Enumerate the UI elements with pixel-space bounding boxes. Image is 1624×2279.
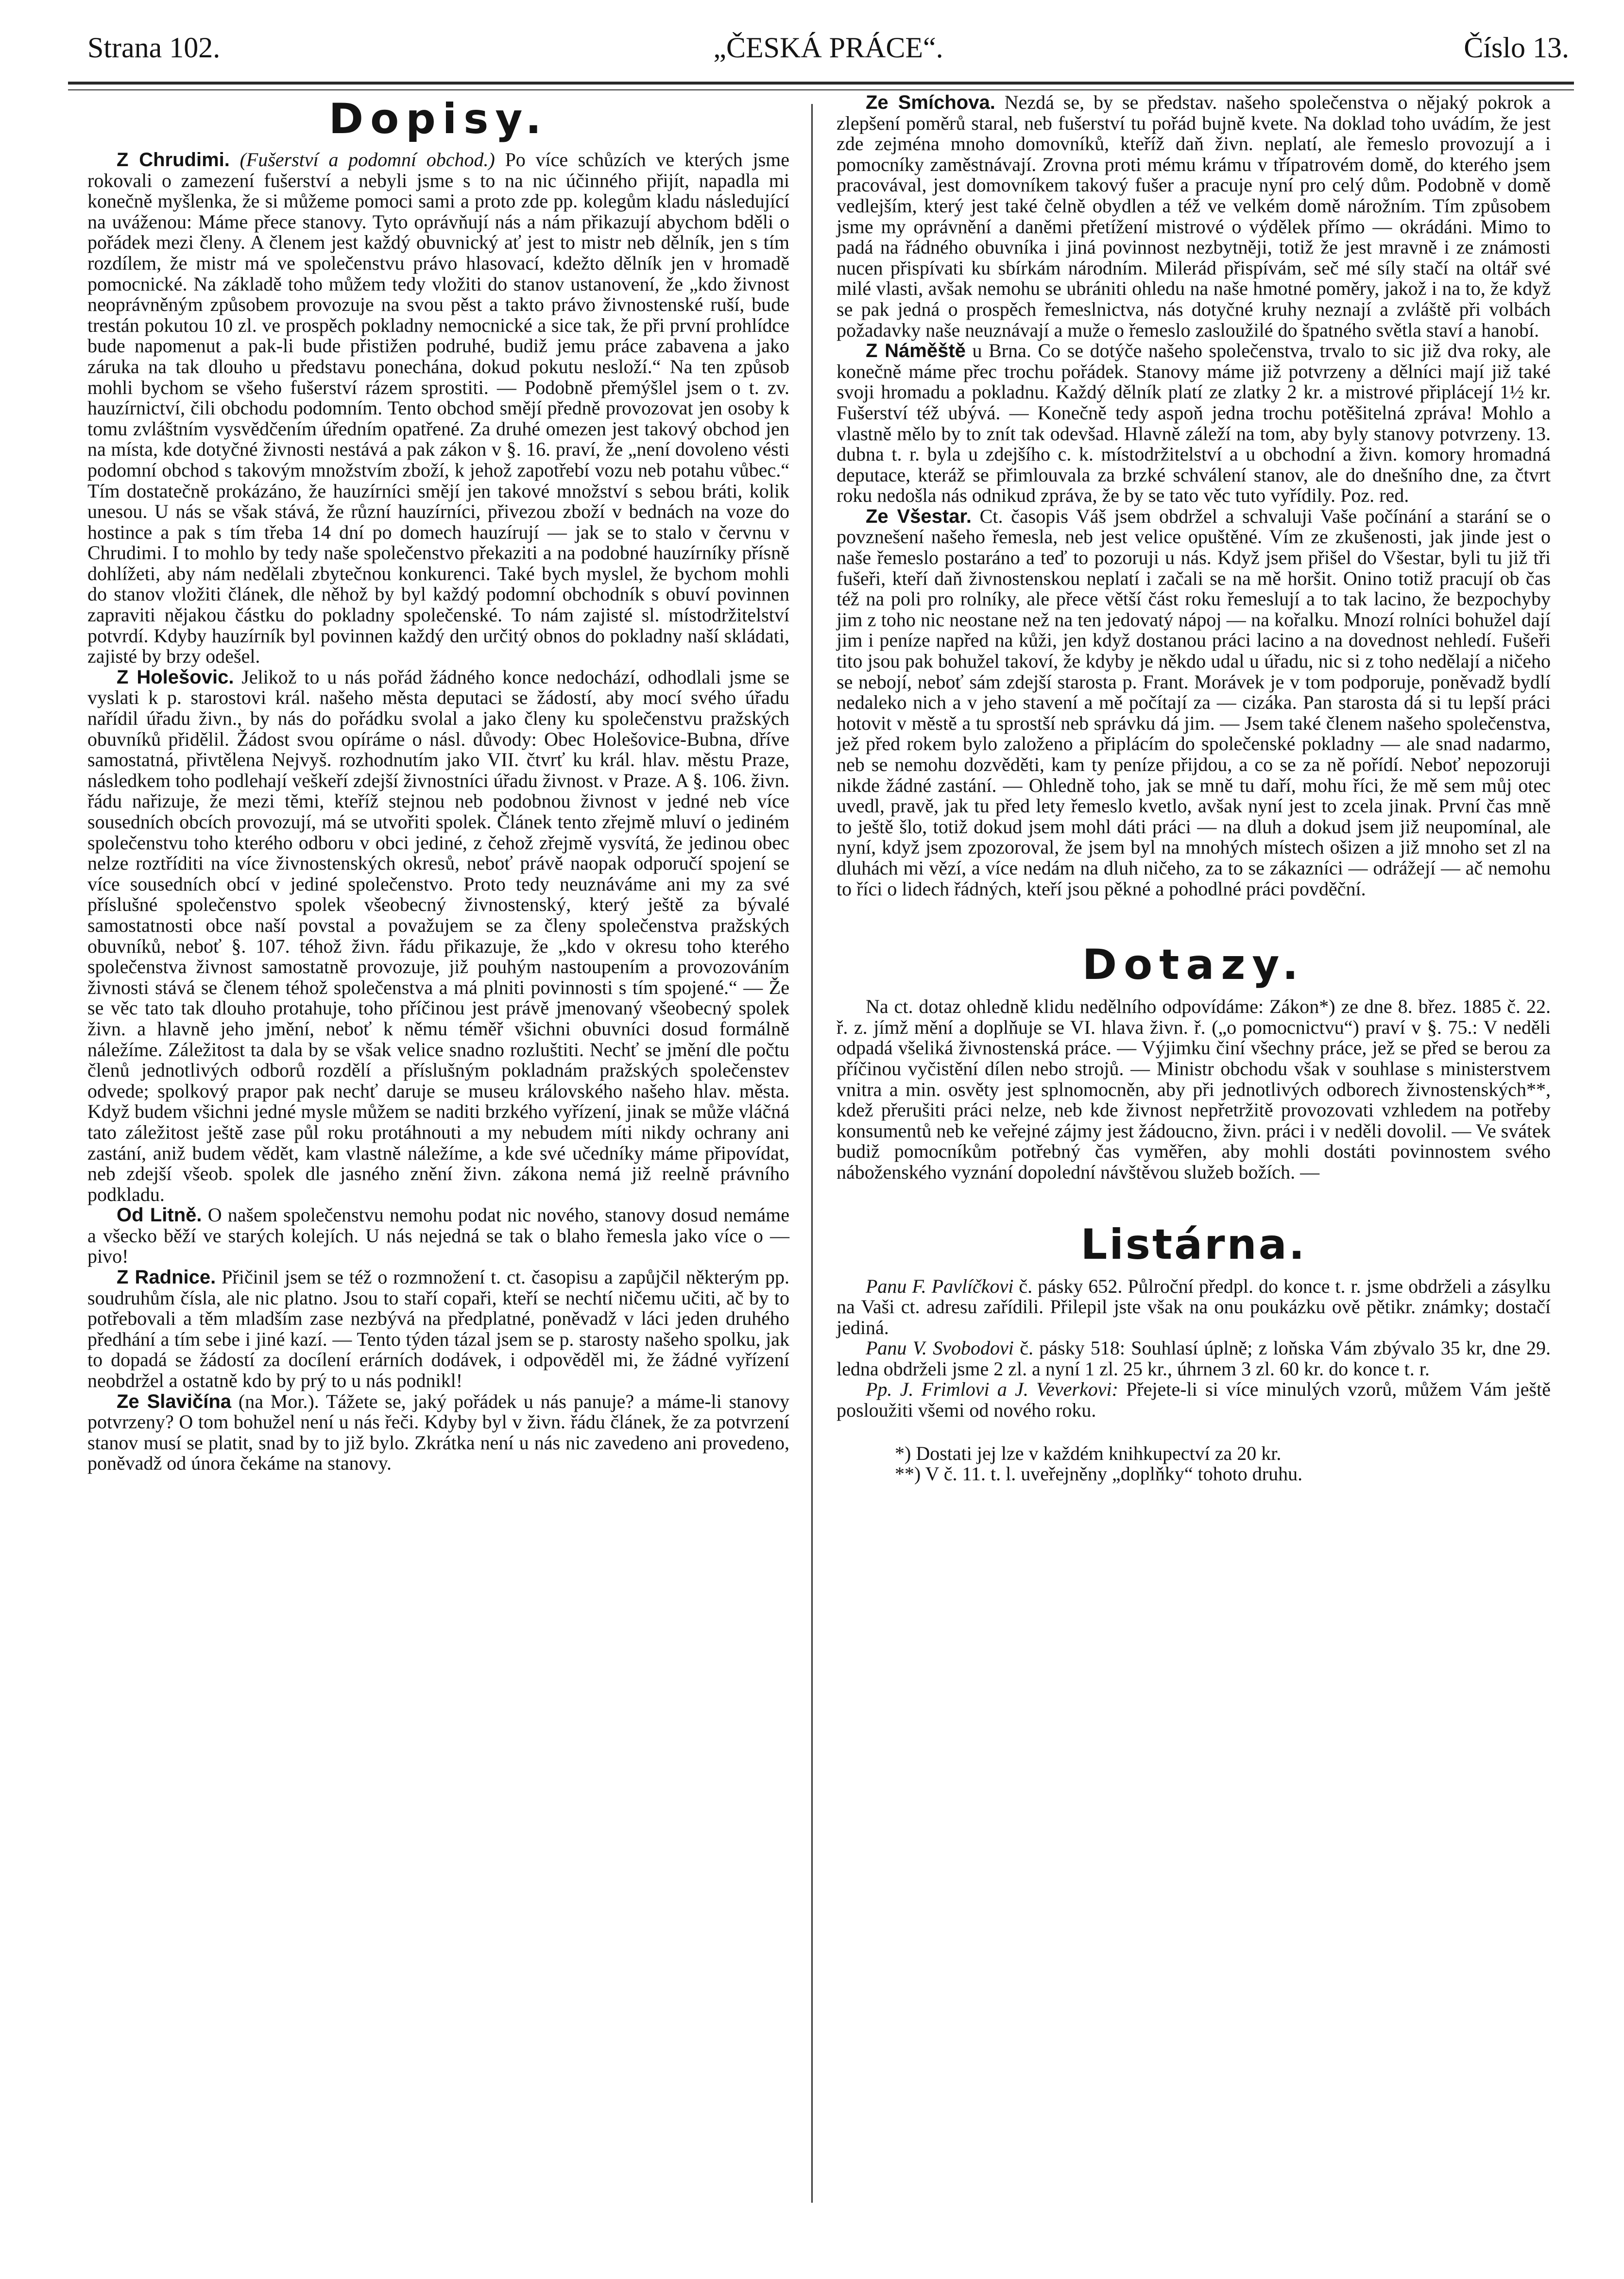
letter-place: Z Náměště — [866, 340, 966, 362]
header-rule — [68, 82, 1574, 85]
letter-place: Ze Smíchova. — [866, 92, 995, 113]
journal-title: „ČESKÁ PRÁCE“. — [713, 32, 943, 64]
letter-litne — [87, 1205, 789, 1267]
listarna-addressee: Pp. J. Frimlovi a J. Veverkovi: — [866, 1378, 1118, 1401]
header-rule-thin — [68, 89, 1574, 90]
letter-text: Ct. časopis Váš jsem obdržel a schvaluji Vaše počínání a starání se o povznešení našeho řemesla, neb jest velice opuštěné. Vím ze zkušenosti, jak jinde jest o naše řemeslo postaráno a teď to pozoruji u nás. Když jsem přišel do Všestar, byli tu již tři fušeři, kteří daň živnostenskou neplatí i začali se na mě horšit. Onino totiž pracují ob čas též na poli pro rolníky, ale přece větší část roku řemeslují a to tak lacino, že bezpochyby jim z toho nic neostane než na ten jedovatý nápoj — na kořalku. Mnozí rolníci bohužel dají jim i peníze napřed na kůži, jen když dostanou práci lacino a na dovednost nehledí. Fušeři tito jsou pak bohužel takoví, že kdyby je někdo udal u úřadu, nic si z toho nedělají a ničeho se nebojí, neboť sám zdejší starosta p. Frant. Morávek je v tom podporuje, poněvadž bydlí nedaleko nich a v jeho stavení a mě počítají za — cizáka. Pan starosta dá si tu lepší práci hotovit v městě a tu sprostší neb správku dá jim. — Jsem také členem našeho společenstva, jež před rokem bylo založeno a připlácím do společenské pokladny — ale snad nadarmo, neb se nemohu dozvěděti, kam ty peníze přijdou, a co se za ně pořídí. Neboť nepozoruji nikde žádné zastání. — Ohledně toho, jak se mně tu daří, mohu říci, že mě sem můj otec uvedl, pravě, jak tu před lety řemeslo kvetlo, avšak nyní jest to zcela jinak. První čas mně to ještě šlo, totiž dokud jsem mohl dáti práci — na dluh a dokud jsem již neupomínal, ale nyní, když jsem zpozoroval, že jsem byl na mnohých místech ošizen a již mnoho set zl na dluhách mi vězí, a více nedám na dluh ničeho, za to se zákazníci — odrážejí — ač nemohu to říci o lidech řádných, kteří jsou pěkné a pohodlné práci povděční. — [837, 505, 1551, 900]
letter-chrudim — [87, 150, 789, 667]
letter-text: O našem společenstvu nemohu podat nic nového, stanovy dosud nemáme a všecko běží ve starých kolejích. U nás nejedná se tak o blaho řemesla jako více o — pivo! — [87, 1204, 789, 1268]
listarna-text: č. pásky 652. Půlroční předpl. do konce t. r. jsme obdrželi a zásylku na Vaši ct. adresu zařídili. Přilepil jste však na onu poukázku ově pětikr. známky; dostačí jediná. — [837, 1275, 1551, 1338]
listarna-entry — [837, 1338, 1551, 1379]
listarna-entry — [837, 1276, 1551, 1338]
issue-number: Číslo 13. — [1464, 32, 1569, 64]
letter-text: Jelikož to u nás pořád žádného konce nedochází, odhodlali jsme se vyslati k p. starostovi král. našeho města deputaci se žádostí, aby mocí svého úřadu nařídil úřadu živn., by nás do pořádku svolal a jako členy ku společenstvu pražských obuvníků přidělil. Žádost svou opíráme o násl. důvody: Obec Holešovice-Bubna, dříve samostatná, přivtělena Nejvyš. rozhodnutím jako VII. čtvrť ku král. hlav. městu Praze, následkem toho podlehají veškeří zdejší živnostníci úřadu živnost. v Praze. A §. 106. živn. řádu nařizuje, že mezi těmi, kteříž stejnou neb podobnou živnost v jedné neb více sousedních obcích provozují, má se utvořiti spolek. Článek tento zřejmě mluví o jediném společenstvu toho kterého odboru v obci jediné, z čehož zřejmě vysvítá, že jedinou obec nelze roztříditi na více živnostenských okresů, neboť právě naopak odporučí spojení se více sousedních obcí v jediné společenstvo. Proto tedy neuznáváme ani my za své příslušné společenstvo spolek všeobecný živnostenský, který ještě za bývalé samostatnosti obce naší povstal a považujem se za členy společenstva pražských obuvníků, neboť §. 107. téhož živn. řádu přikazuje, že „kdo v okresu toho kterého společenstva živnost samostatně provozuje, již pouhým nastoupením a provozováním živnosti stává se členem téhož společenstva a má plniti povinnosti s tím spojené.“ — Že se věc tato tak dlouho protahuje, toho příčinou jest právě jmenovaný všeobecný spolek živn. a hlavně jeho jmění, neboť k němu téměř všichni obuvníci dosud formálně náležíme. Záležitost ta dala by se však velice snadno rozluštiti. Nechť se jmění dle počtu členů jednotlivých odborů rozdělí a příslušným pokladnám pražských společenstev odvede; spolkový prapor pak nechť daruje se museu královského našeho hlav. města. Když budem všichni jedné mysle můžem se naditi brzkého vyřízení, jinak se může vláčná tato záležitost ještě zase půl roku protáhnouti a my nebudem míti nikdy ochrany ani zastání, aniž budem vědět, kam vlastně náležíme, a kde své učedníky máme připovídat, neb zdejší všeob. spolek dle jasného znění živn. zákona nemá již reelně právního podkladu. — [87, 666, 790, 1205]
letter-place: Ze Všestar. — [866, 505, 972, 527]
footnotes — [837, 1443, 1551, 1485]
page-header — [87, 18, 1569, 77]
letter-text: Nezdá se, by se představ. našeho společenstva o nějaký pokrok a zlepšení poměrů staral, neb fušerství tu pořád bujně kvete. Na doklad toho uvádím, že jest zde zejména mnoho domovníků, kteříž daň živn. neplatí, ale řemeslo provozují a i pomocníky zaměstnávají. Zrovna proti mému krámu v třípatrovém domě, do kterého jsem pracovával, jest domovníkem takový fušer a pracuje nyní pro celý dům. Podobně v domě vedlejším, který jest také čelně obydlen a též ve velkém domě nárožním. Tím způsobem jsme my oprávnění a daněmi přetížení mistrové o výdělek přímo — okrádáni. Mimo to padá na řádného obuvníka i jiná povinnost nezbytněji, totiž že jest mravně i ze známosti nucen přispívati ku sbírkám národním. Milerád přispívám, seč mé síly stačí na oltář své milé vlasti, avšak nemohu se ubrániti ohledu na naše hmotné poměry, jakož i na to, že když se pak jedná o prospěch řemeslnictva, nás dotyčné kruhy neznají a zvláště při volbách požadavky naše neuznávají a muže o řemeslo zasloužilé do špatného světla staví a hanobí. — [837, 91, 1551, 341]
letter-smichov — [837, 92, 1551, 341]
column-divider — [811, 104, 813, 2203]
letter-place: Z Holešovic. — [117, 666, 234, 688]
dotazy-answer: Na ct. dotaz ohledně klidu nedělního odpovídáme: Zákon*) ze dne 8. břez. 1885 č. 22. ř. z. jímž mění a doplňuje se VI. hlava živn. ř. („o pomocnictvu“) praví v §. 75.: V neděli odpadá všeliká živnostenská práce. — Výjimku činí všechny práce, jež se před se berou za příčinou vyčistění dílen nebo strojů. — Ministr obchodu však v souhlase s ministerstvem vnitra a min. osvěty jest splnomocněn, aby při jednotlivých odborech živnostenských**, kdež přerušiti práci nelze, neb kde živnost nepřetržitě provozovati vzhledem na potřeby konsumentů neb ke veřejné zájmy jest žádoucno, živn. práci i v neděli dovolil. — Ve svátek budiž pomocníkům potřebný čas vyměřen, aby mohli dostáti povinnostem svého náboženského vyznání dopolední návštěvou služeb božích. — — [837, 995, 1551, 1183]
letter-place: Ze Slavičína — [117, 1390, 232, 1412]
letter-namest — [837, 341, 1551, 506]
letter-text: Tážete se, jaký pořádek u nás panuje? a máme-li stanovy potvrzeny? O tom bohužel není u nás řeči. Kdyby byl v živn. řádu článek, že za potvrzení stanov musí se platit, snad by to již bylo. Zkrátka není u nás nic zavedeno ani provedeno, poněvadž od února čekáme na stanovy. — [87, 1390, 790, 1474]
right-column — [837, 92, 1551, 1485]
letter-slavicin — [87, 1391, 789, 1474]
letter-text: Přičinil jsem se též o rozmnožení t. ct. časopisu a zapůjčil některým pp. soudruhům čísla, ale nic platno. Jsou to staří copaři, kteří se nechtí ničemu učiti, ač by to potřebovali a těm mladším zase nezbývá na předplatné, poněvadž v láci jeden druhého předhání a tím sebe i jiné kazí. — Tento týden tázal jsem se p. starosty našeho spolku, jak to dopadá se žádostí za docílení erárních dodávek, i odpověděl mi, že žádné vyřízení neobdržel a ostatně kdo by prý to u nás podnikl! — [87, 1266, 790, 1392]
footnote: *) Dostati jej lze v každém knihkupectví za 20 kr. — [895, 1442, 1282, 1464]
letter-text: u Brna. Co se dotýče našeho společenstva, trvalo to sic již dva roky, ale konečně máme přec trochu pořádek. Stanovy máme již potvrzeny a dělníci mají již také svoji hromadu a pokladnu. Každý dělník platí ze zlatky 2 kr. a mistrové připlácejí 1½ kr. Fušerství též ubývá. — Konečně tedy aspoň jedna trochu potěšitelná zpráva! Mohlo a vlastně mělo by to znít tak odevšad. Hlavně záleží na tom, aby byly stanovy potvrzeny. 13. dubna t. r. byla u zdejšího c. k. místodržitelství a u obchodní a živn. komory hromadná deputace, kteráž se přimlouvala za brzké schválení stanov, ale do dnešního dne, za čtvrt roku nedošla nás odnikud zpráva, že by se tato věc tuto vyřídily. Poz. red. — [837, 340, 1551, 507]
listarna-entry — [837, 1379, 1551, 1421]
letter-place: Od Litně. — [117, 1204, 202, 1226]
listarna-text: č. pásky 518: Souhlasí úplně; z loňska Vám zbývalo 35 kr, dne 29. ledna obdrželi jsme 2 zl. a nyní 1 zl. 25 kr., úhrnem 3 zl. 60 kr. do konce t. r. — [837, 1337, 1551, 1380]
listarna-addressee: Panu V. Svobodovi — [866, 1337, 1014, 1359]
left-column — [87, 92, 789, 1474]
letter-subtitle: (na Mor.). — [238, 1390, 319, 1412]
letter-holesovice — [87, 667, 789, 1205]
letter-place: Z Radnice. — [117, 1267, 216, 1288]
listarna-addressee: Panu F. Pavlíčkovi — [866, 1275, 1014, 1297]
letter-text: Po více schůzích ve kterých jsme rokovali o zamezení fušerství a nebyli jsme s to na nic účinného přijít, napadla mi konečně myšlenka, že si můžeme pomoci sami a proto zde pp. kolegům kladu následující na uváženou: Máme přece stanovy. Tyto oprávňují nás a nám přikazují abychom bděli o pořádek mezi členy. A členem jest každý obuvnický ať jest to mistr neb dělník, jen s tím rozdílem, že mistr má ve společenstvu právo hlasovací, kdežto dělník jen v hromadě pomocnické. Na základě toho můžem tedy vložiti do stanov ustanovení, že „kdo živnost neoprávněným způsobem provozuje na svou pěst a takto právo živnostenské ruší, bude trestán pokutou 10 zl. ve prospěch pokladny nemocnické a sice tak, že při první prohlídce bude napomenut a pak-li bude přistižen podruhé, budiž jemu práce zabavena a jako záruka na tak dlouho u představu ponechána, dokud pokutu nesloží.“ Na ten způsob mohli bychom se všeho fušerství rázem sprostiti. — Podobně přemýšlel jsem o t. zv. hauzírnictví, čili obchodu podomním. Tento obchod smějí předně provozovat jen osoby k tomu zvláštním vysvědčením úředním opatřené. Za druhé omezen jest takový obchod jen na místa, kde dotyčné živnosti nestává a pak zákon v §. 16. praví, že „není dovoleno vésti podomní obchod s takovým množstvím zboží, k jehož zapotřebí vozu neb potahu vůbec.“ Tím dostatečně prokázáno, že hauzírníci smějí jen takové množství s sebou bráti, kolik unesou. U nás se však stává, že různí hauzírníci, přivezou zboží v bednách na voze do hostince a pak s tím třeba 14 dní po domech hauzírují — jak se to stalo v červnu v Chrudimi. I to mohlo by tedy naše společenstvo překaziti a na podobné hauzírníky přísně dohlížeti, aby nám nedělali zbytečnou konkurenci. Také bych myslel, že bychom mohli do stanov vložiti článek, dle něhož by byl každý podomní obchodník s obuví povinnen zapraviti nějakou částku do pokladny společenské. To nám zajisté sl. místodržitelství potvrdí. Kdyby hauzírník byl povinnen každý den určitý obnos do pokladny naší skládati, zajisté by brzy odešel. — [87, 149, 790, 668]
footnote: **) V č. 11. t. l. uveřejněny „doplňky“ tohoto druhu. — [895, 1463, 1303, 1485]
letter-subtitle: (Fušerství a podomní obchod.) — [239, 149, 495, 171]
letter-vsestary — [837, 506, 1551, 899]
listarna-text: Přejete-li si více minulých vzorů, můžem Vám ještě posloužiti všemi od nového roku. — [837, 1378, 1551, 1422]
section-title-listarna: Listárna. — [1080, 1220, 1307, 1269]
section-title-dotazy: Dotazy. — [1082, 941, 1305, 990]
letter-radnice — [87, 1267, 789, 1391]
page-number: Strana 102. — [87, 32, 221, 64]
section-title-dopisy: Dopisy. — [328, 95, 548, 143]
letter-place: Z Chrudimi. — [117, 149, 230, 171]
